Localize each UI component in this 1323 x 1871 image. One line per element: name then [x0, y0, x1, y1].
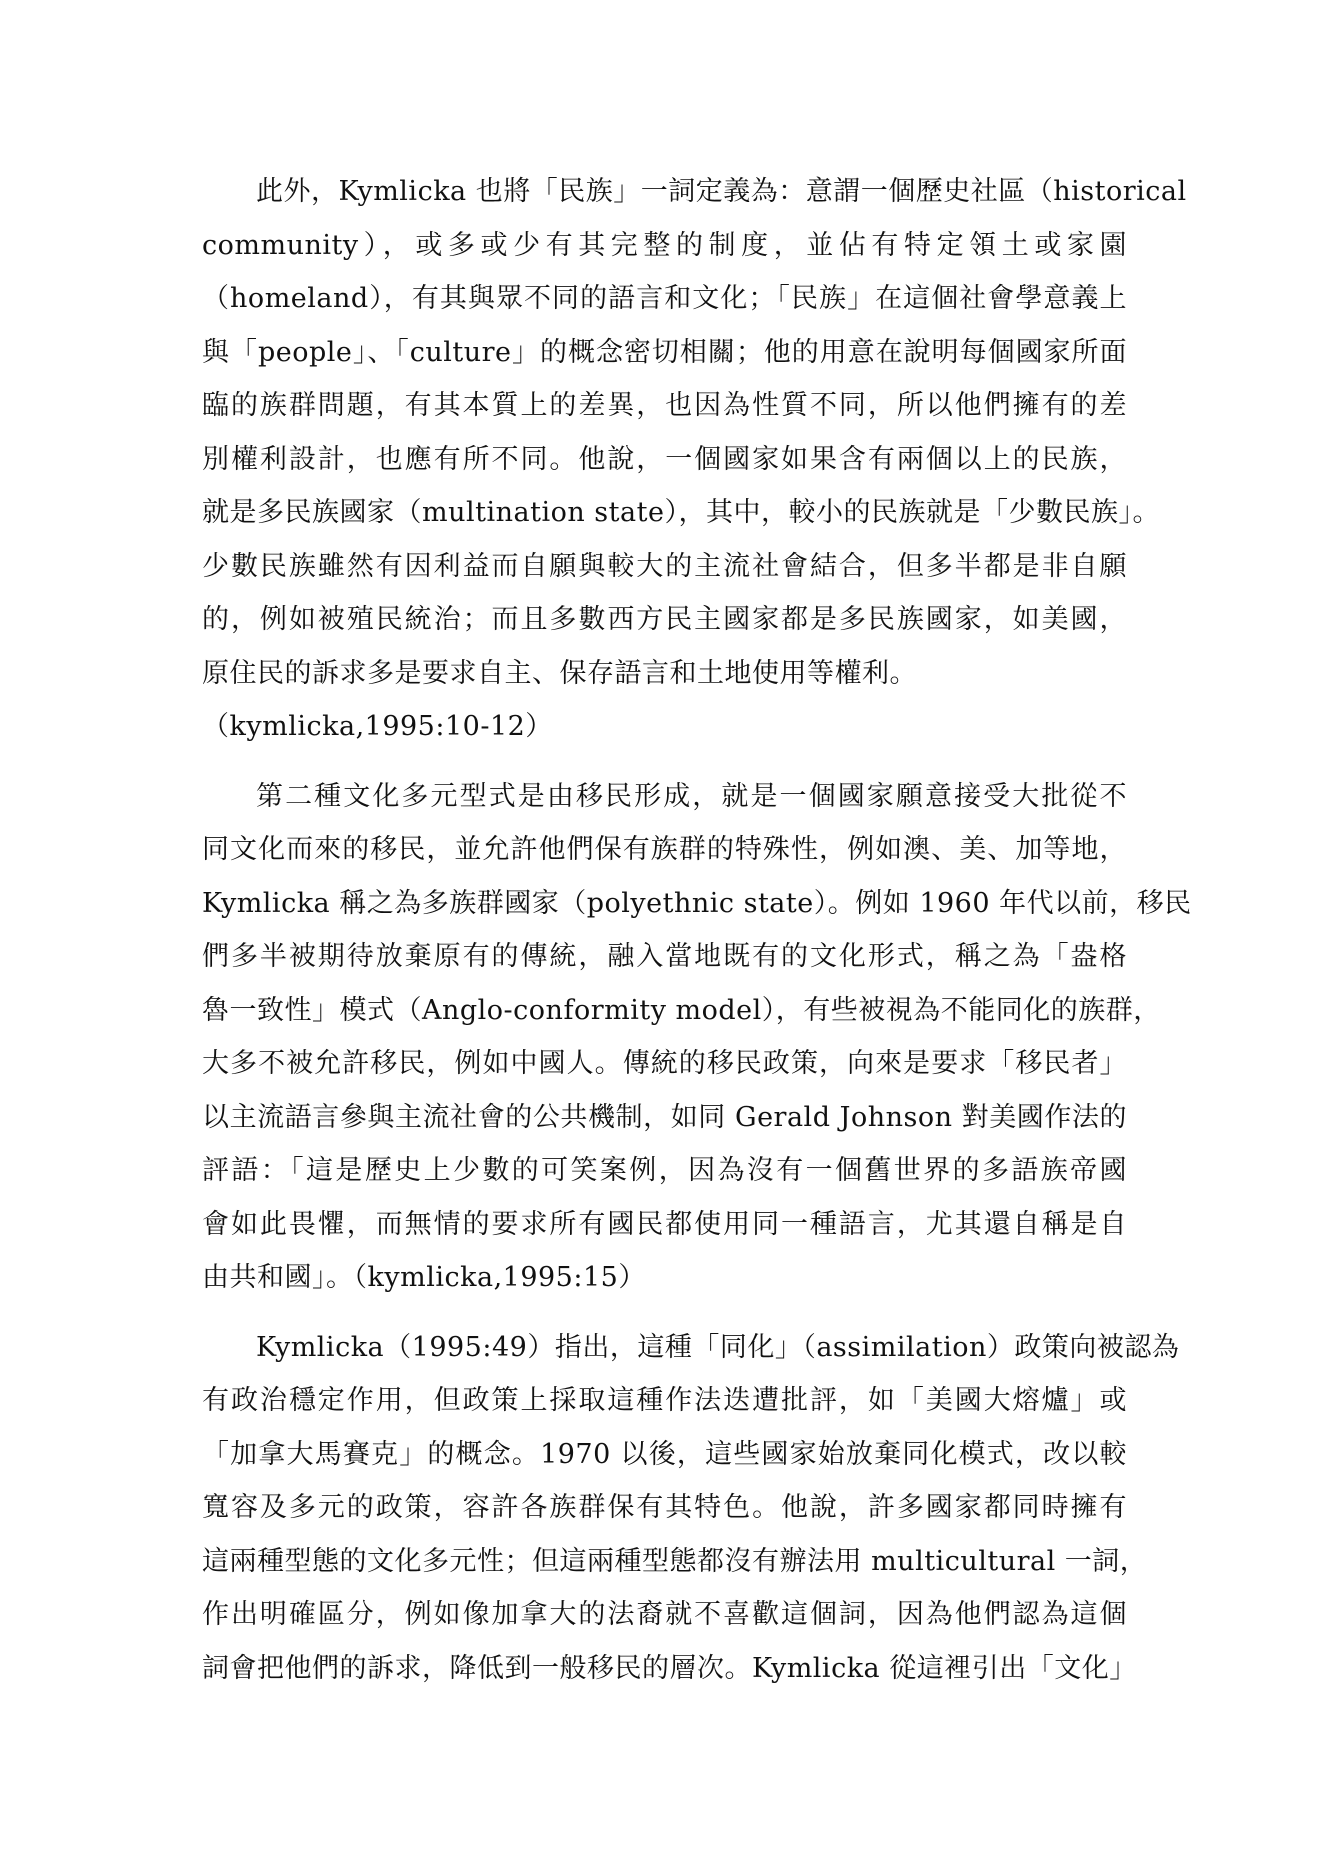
text-line: 以主流語言參與主流社會的公共機制，如同 Gerald Johnson 對美國作法的 — [202, 1101, 1127, 1133]
text-line: 由共和國」。（kymlicka,1995:15） — [202, 1262, 646, 1293]
text-line: （homeland），有其與眾不同的語言和文化；「民族」在這個社會學意義上 — [202, 283, 1127, 314]
text-line: 「加拿大馬賽克」的概念。1970 以後，這些國家始放棄同化模式，改以較 — [202, 1438, 1127, 1470]
text-line: 寬容及多元的政策，容許各族群保有其特色。他說，許多國家都同時擁有 — [202, 1492, 1127, 1523]
text-line: 同文化而來的移民，並允許他們保有族群的特殊性，例如澳、美、加等地， — [202, 834, 1127, 865]
text-line: Kymlicka（1995:49）指出，這種「同化」（assimilation）政策向被認為 — [256, 1331, 1180, 1363]
text-line: 原住民的訴求多是要求自主、保存語言和土地使用等權利。 — [202, 657, 917, 689]
document-body — [202, 165, 1192, 1695]
text-line: 此外，Kymlicka 也將「民族」一詞定義為：意謂一個歷史社區（historical — [256, 176, 1187, 207]
text-line: 評語：「這是歷史上少數的可笑案例，因為沒有一個舊世界的多語族帝國 — [202, 1155, 1127, 1186]
paragraph-polyethnic-state — [202, 770, 1192, 1305]
text-line: 第二種文化多元型式是由移民形成，就是一個國家願意接受大批從不 — [256, 780, 1127, 812]
text-line: 魯一致性」模式（Anglo-conformity model），有些被視為不能同化的族群， — [202, 994, 1161, 1026]
text-line: 大多不被允許移民，例如中國人。傳統的移民政策，向來是要求「移民者」 — [202, 1048, 1127, 1079]
text-line: Kymlicka 稱之為多族群國家（polyethnic state）。例如 1960 年代以前，移民 — [202, 887, 1192, 919]
text-line: community），或多或少有其完整的制度，並佔有特定領土或家園 — [202, 229, 1127, 261]
text-line: 詞會把他們的訴求，降低到一般移民的層次。Kymlicka 從這裡引出「文化」 — [202, 1652, 1137, 1684]
text-line: 這兩種型態的文化多元性；但這兩種型態都沒有辦法用 multicultural 一詞， — [202, 1545, 1148, 1577]
paragraph-national-minorities — [202, 165, 1187, 754]
text-line: 有政治穩定作用，但政策上採取這種作法迭遭批評，如「美國大熔爐」或 — [202, 1385, 1127, 1416]
text-line: 們多半被期待放棄原有的傳統，融入當地既有的文化形式，稱之為「盎格 — [202, 941, 1127, 972]
text-line: 就是多民族國家（multination state），其中，較小的民族就是「少數民族」。 — [202, 497, 1160, 528]
text-line: 臨的族群問題，有其本質上的差異，也因為性質不同，所以他們擁有的差 — [202, 390, 1127, 421]
paragraph-assimilation — [202, 1321, 1180, 1696]
text-line: 會如此畏懼，而無情的要求所有國民都使用同一種語言，尤其還自稱是自 — [202, 1208, 1127, 1240]
paragraph-gap — [202, 1305, 1127, 1321]
text-line: 與「people」、「culture」的概念密切相關；他的用意在說明每個國家所面 — [202, 336, 1127, 368]
text-line: 的，例如被殖民統治；而且多數西方民主國家都是多民族國家，如美國， — [202, 604, 1127, 635]
text-line: 作出明確區分，例如像加拿大的法裔就不喜歡這個詞，因為他們認為這個 — [202, 1599, 1127, 1630]
citation-line: （kymlicka,1995:10-12） — [202, 711, 553, 742]
paragraph-gap — [202, 754, 1127, 770]
text-line: 少數民族雖然有因利益而自願與較大的主流社會結合，但多半都是非自願 — [202, 550, 1127, 582]
text-line: 別權利設計，也應有所不同。他說，一個國家如果含有兩個以上的民族， — [202, 443, 1127, 475]
